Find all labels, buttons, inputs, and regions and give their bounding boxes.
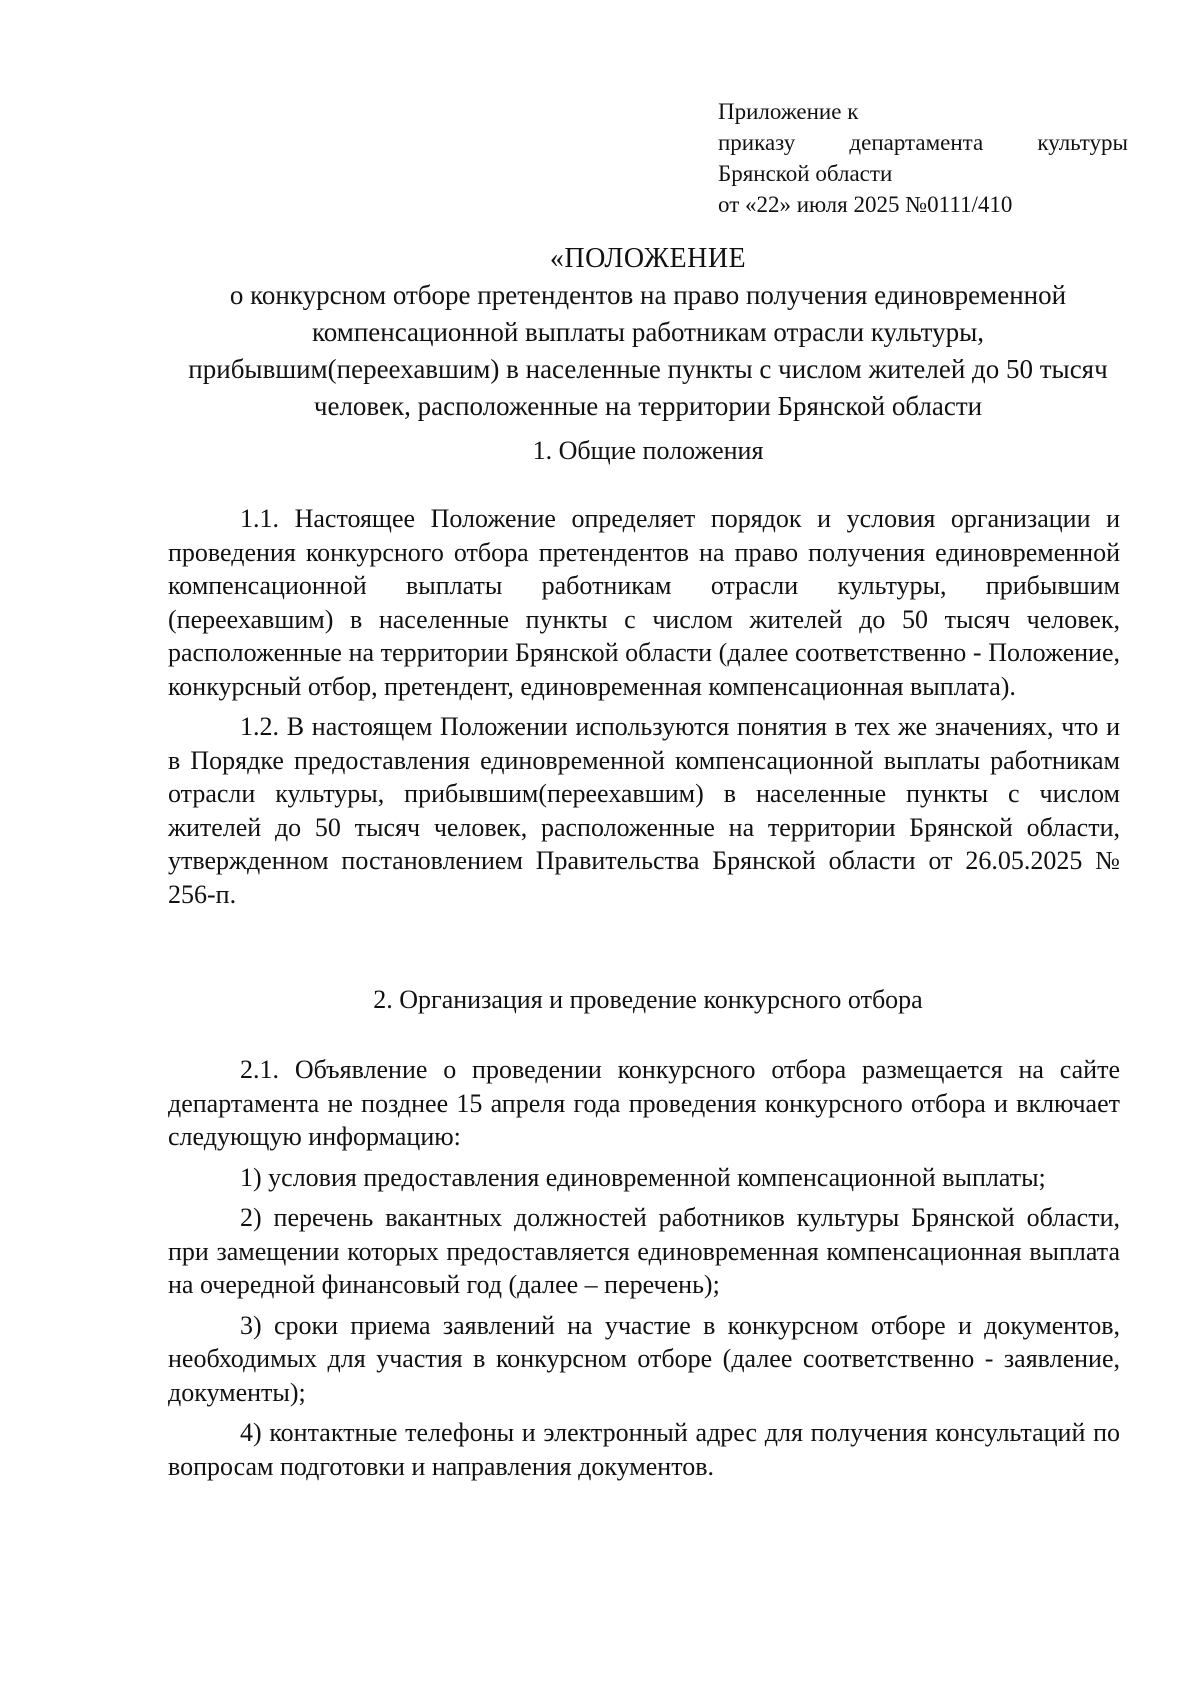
list-item-4: 4) контактные телефоны и электронный адрес для получения консультаций по вопросам подготовки и направления документов. <box>168 1418 1120 1481</box>
section-2-heading: 2. Организация и проведение конкурсного отбора <box>373 985 923 1014</box>
paragraph-1-1: 1.1. Настоящее Положение определяет порядок и условия организации и проведения конкурсного отбора претендентов на право получения единовременной компенсационной выплаты работникам отрасли культуры, прибывшим (переехавшим) в населенные пункты с числом жителей до 50 тысяч человек, расположенные на территории Брянской области (далее соответственно - Положение, конкурсный отбор, претендент, единовременная компенсационная выплата). <box>168 504 1120 701</box>
appendix-header <box>718 96 1128 220</box>
section-1-heading: 1. Общие положения <box>532 436 764 465</box>
document-title: «ПОЛОЖЕНИЕ <box>549 243 747 274</box>
list-item-1: 1) условия предоставления единовременной компенсационной выплаты; <box>240 1162 1046 1192</box>
section-1-body <box>168 502 1120 911</box>
list-item-3: 3) сроки приема заявлений на участие в конкурсном отборе и документов, необходимых для участия в конкурсном отборе (далее соответственно - заявление, документы); <box>168 1310 1120 1407</box>
paragraph-2-1: 2.1. Объявление о проведении конкурсного отбора размещается на сайте департамента не позднее 15 апреля года проведения конкурсного отбора и включает следующую информацию: <box>168 1055 1120 1151</box>
appendix-line-3: Брянской области <box>718 161 893 186</box>
appendix-line-1: Приложение к <box>718 99 859 124</box>
document-title-block <box>168 240 1128 425</box>
list-item-2: 2) перечень вакантных должностей работников культуры Брянской области, при замещении которых предоставляется единовременная компенсационная выплата на очередной финансовый год (далее – перечень); <box>168 1203 1120 1299</box>
paragraph-1-2: 1.2. В настоящем Положении используются понятия в тех же значениях, что и в Порядке предоставления единовременной компенсационной выплаты работникам отрасли культуры, прибывшим(переехавшим) в населенные пункты с числом жителей до 50 тысяч человек, расположенные на территории Брянской области, утвержденном постановлением Правительства Брянской области от 26.05.2025 № 256-п. <box>168 712 1120 909</box>
appendix-line-2: приказу департамента культуры <box>718 130 1128 155</box>
appendix-line-4: от «22» июля 2025 №0111/410 <box>718 192 1013 217</box>
document-subtitle: о конкурсном отборе претендентов на право получения единовременной компенсационной выплаты работникам отрасли культуры, прибывшим(переехавшим) в населенные пункты с числом жителей до 50 тысяч человек, расположенные на территории Брянской области <box>188 280 1108 421</box>
section-2-body <box>168 1053 1120 1483</box>
